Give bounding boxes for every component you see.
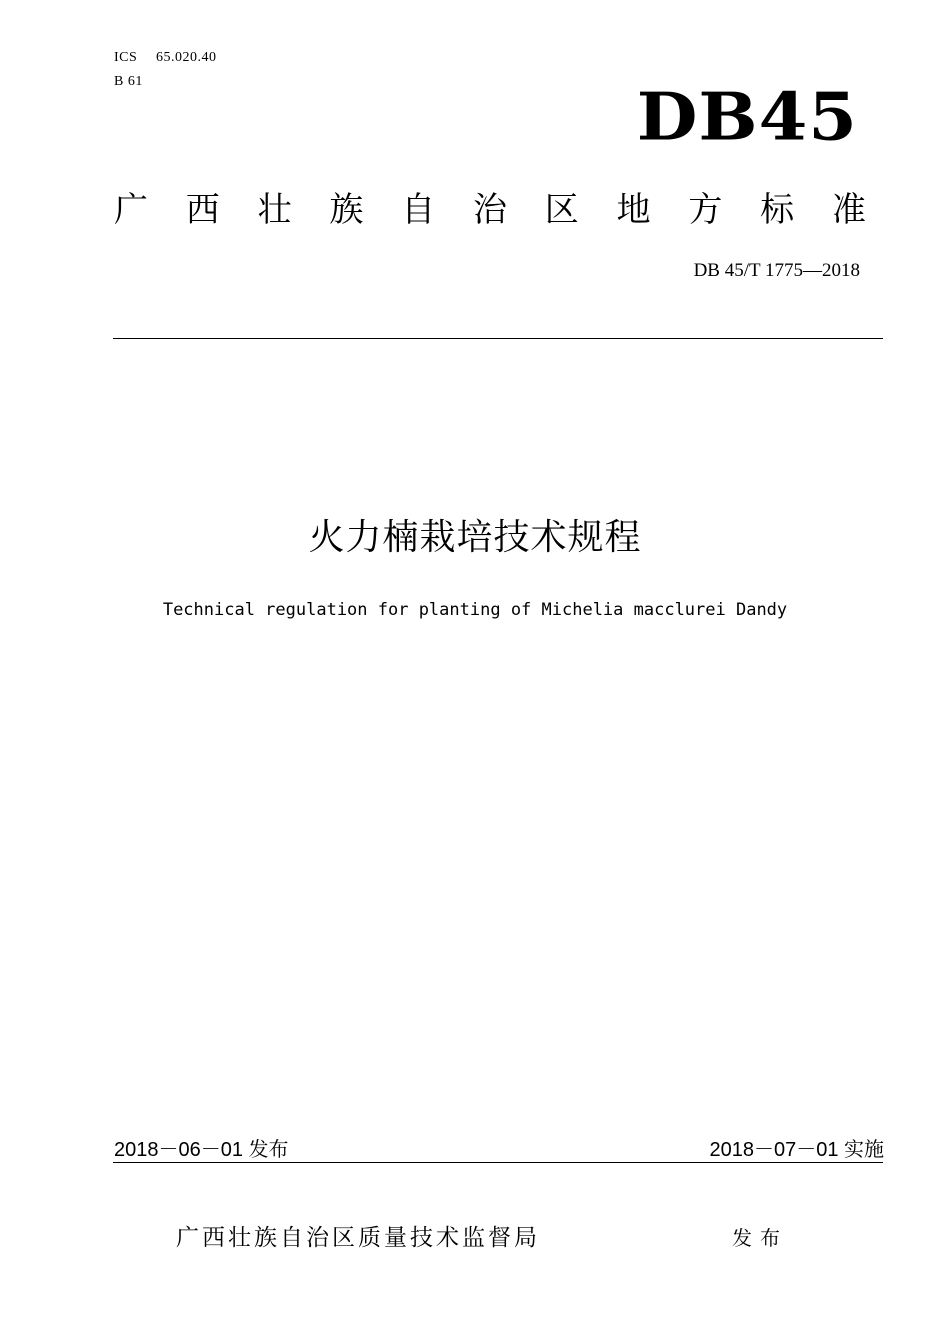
- category-char: 壮: [257, 190, 292, 230]
- category-char: 西: [185, 190, 220, 230]
- category-char: 地: [616, 190, 651, 230]
- footer-divider: [113, 1162, 883, 1163]
- category-char: 准: [831, 190, 866, 230]
- ics-code: [114, 50, 217, 66]
- ics-value: 65.020.40: [156, 50, 217, 65]
- category-char: 广: [114, 190, 148, 230]
- document-title-chinese: 火力楠栽培技术规程: [308, 517, 642, 558]
- standard-number: DB 45/T 1775—2018: [693, 260, 860, 281]
- document-title-english: Technical regulation for planting of Michelia macclurei Dandy: [162, 600, 788, 620]
- category-char: 区: [544, 190, 579, 230]
- category-char: 自: [401, 190, 436, 230]
- ccs-code: B 61: [114, 74, 143, 89]
- issue-action: 发布: [732, 1226, 788, 1250]
- issuing-authority: 广西壮族自治区质量技术监督局: [176, 1225, 540, 1251]
- category-char: 族: [329, 190, 364, 230]
- ics-label: ICS: [114, 50, 138, 65]
- standard-code: DB45: [636, 78, 858, 156]
- header-divider: [113, 338, 883, 339]
- category-char: 治: [472, 190, 507, 230]
- category-char: 方: [688, 190, 723, 230]
- standard-category: [114, 188, 866, 232]
- category-char: 标: [760, 190, 795, 230]
- issue-date: 2018－06－01 发布: [114, 1139, 289, 1161]
- implementation-date: 2018－07－01 实施: [709, 1139, 884, 1161]
